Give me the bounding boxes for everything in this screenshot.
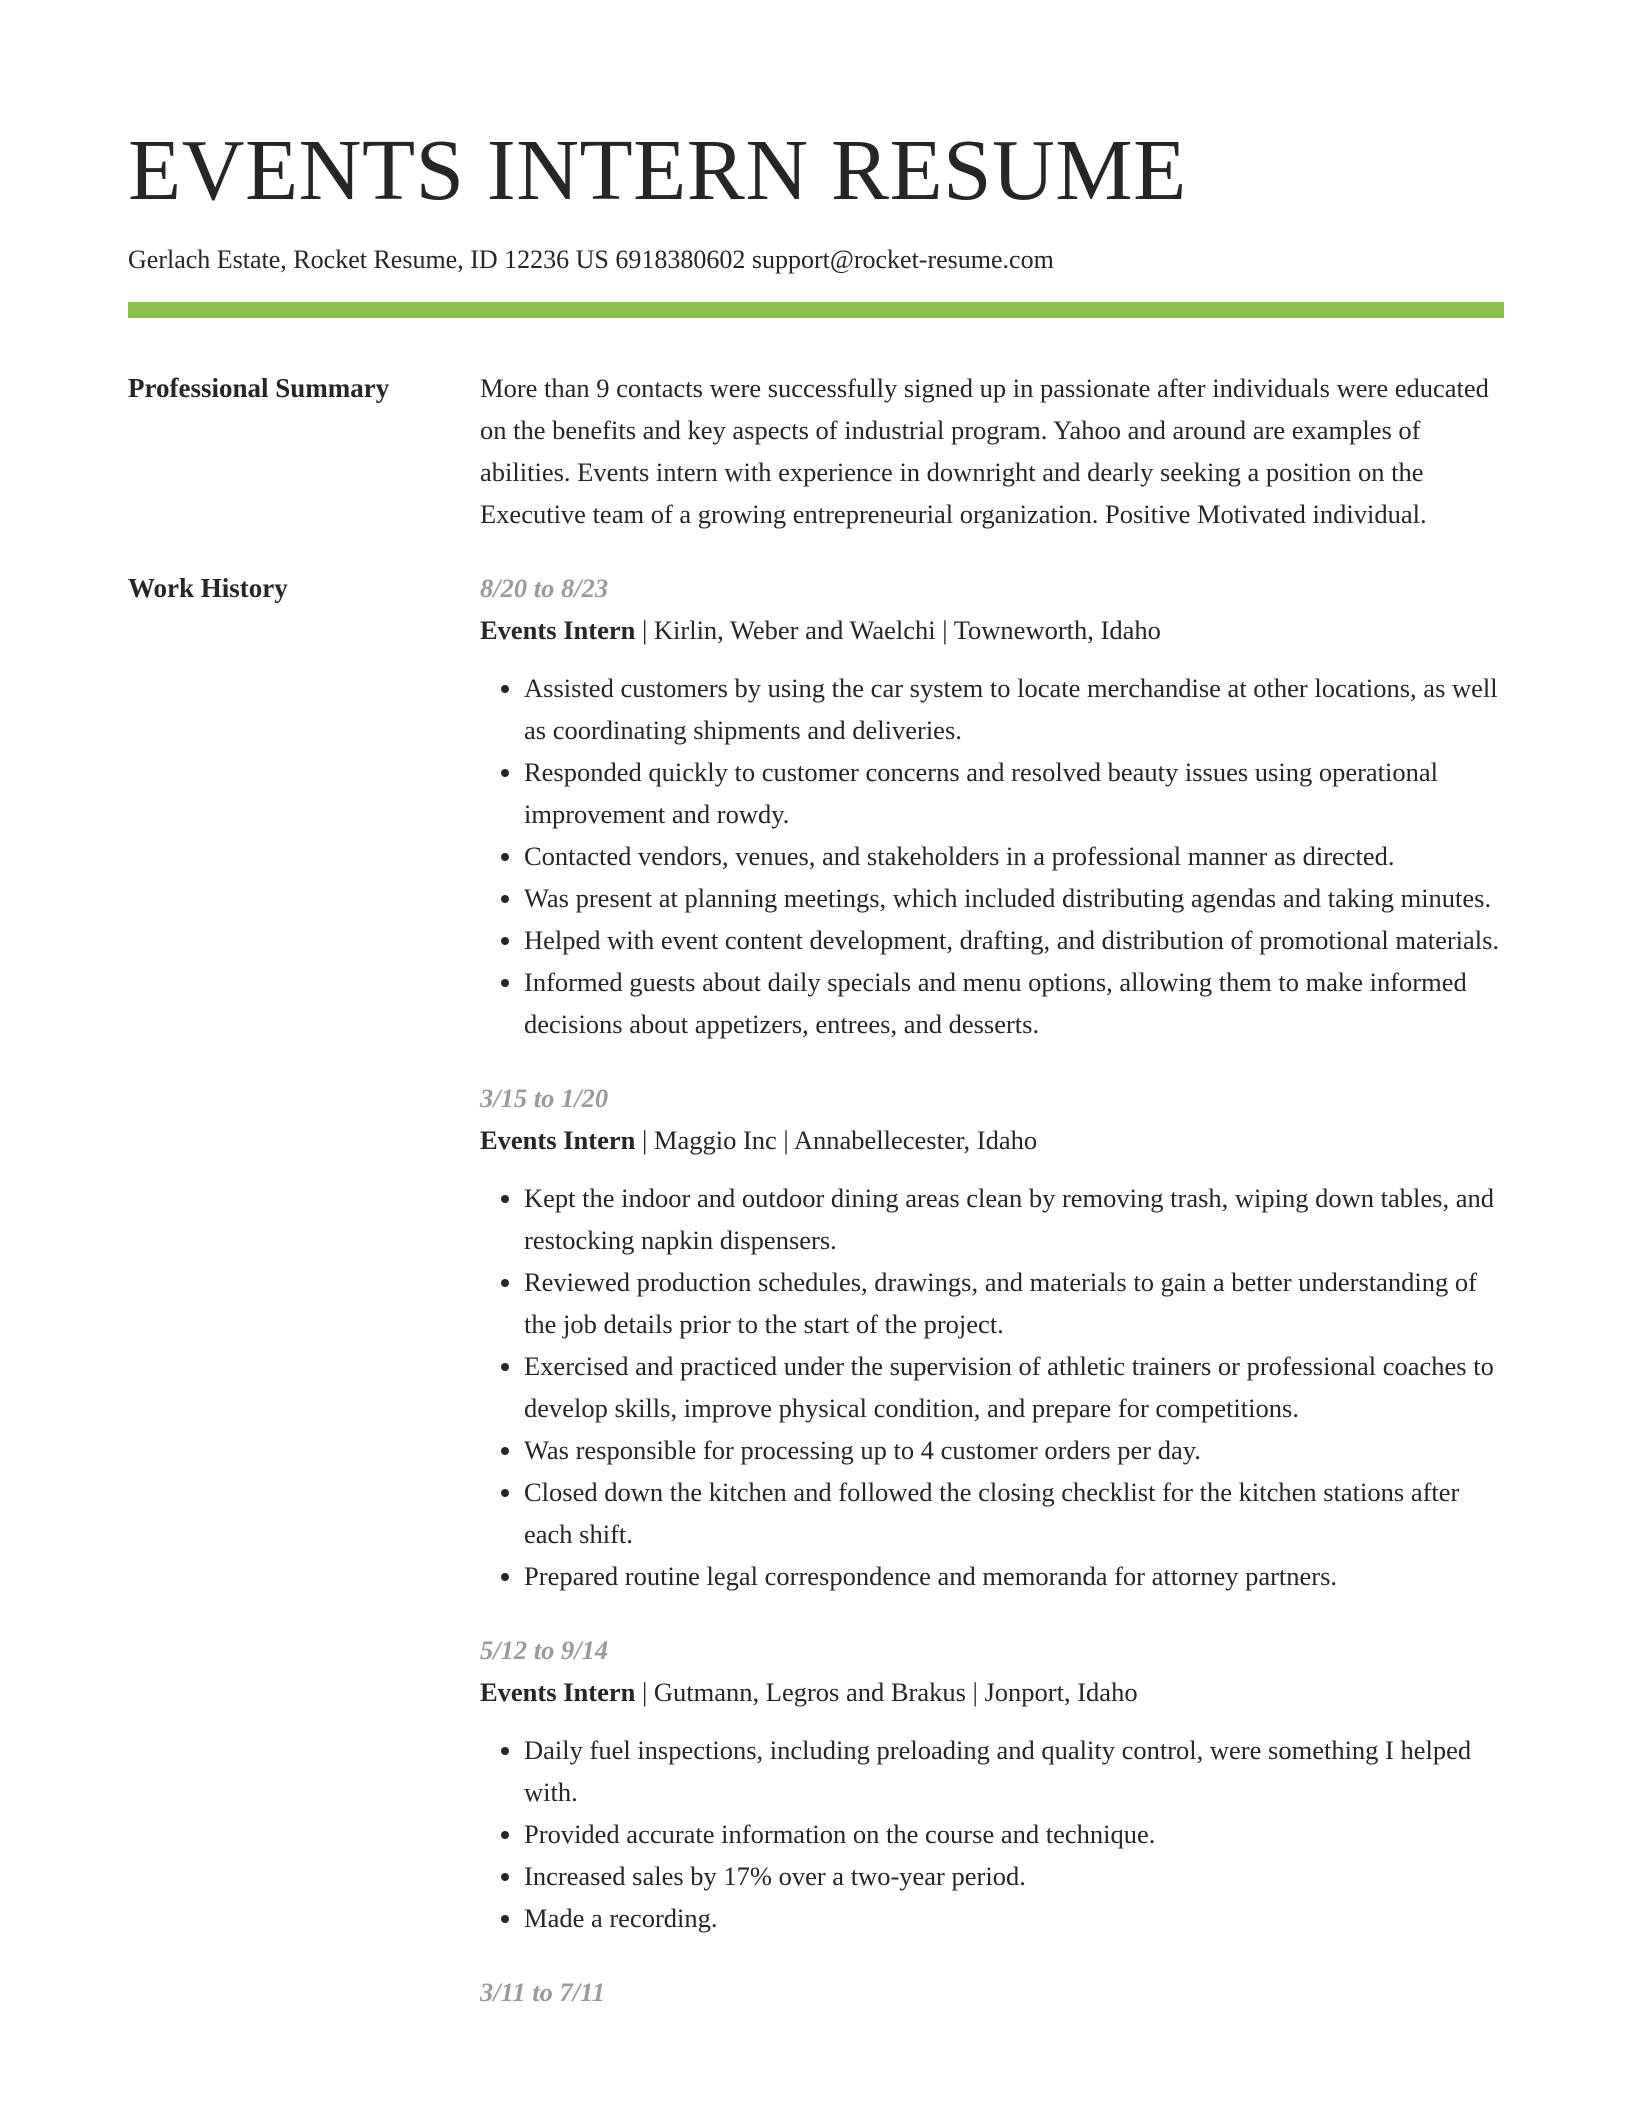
job-bullets: [480, 1177, 1504, 1597]
job-heading: [480, 1119, 1504, 1161]
job-bullet: • Made a recording.: [524, 1897, 1504, 1939]
job-bullets: [480, 1729, 1504, 1939]
job-bullets: [480, 667, 1504, 1045]
job-dates: 5/12 to 9/14: [480, 1635, 609, 1665]
job-bullet: • Helped with event content development, drafting, and distribution of promotional materials.: [524, 919, 1504, 961]
job-entry: [480, 1971, 1504, 2013]
job-entry: [480, 1629, 1504, 1939]
job-bullet: • Assisted customers by using the car system to locate merchandise at other locations, as well as coordinating shipments and deliveries.: [524, 667, 1504, 751]
professional-summary-section: [128, 367, 1504, 535]
job-bullet: • Was present at planning meetings, which included distributing agendas and taking minutes.: [524, 877, 1504, 919]
section-label-work-history: Work History: [128, 573, 288, 603]
job-bullet: • Exercised and practiced under the supervision of athletic trainers or professional coaches to develop skills, improve physical condition, and prepare for competitions.: [524, 1345, 1504, 1429]
job-title: Events Intern: [480, 615, 636, 645]
job-details: | Maggio Inc | Annabellecester, Idaho: [635, 1125, 1038, 1155]
section-label-professional-summary: Professional Summary: [128, 373, 390, 403]
job-bullet: • Informed guests about daily specials and menu options, allowing them to make informed decisions about appetizers, entrees, and desserts.: [524, 961, 1504, 1045]
contact-line: Gerlach Estate, Rocket Resume, ID 12236 US 6918380602 support@rocket-resume.com: [128, 245, 1054, 274]
job-bullet: • Closed down the kitchen and followed the closing checklist for the kitchen stations after each shift.: [524, 1471, 1504, 1555]
job-details: | Gutmann, Legros and Brakus | Jonport, Idaho: [635, 1677, 1138, 1707]
job-title: Events Intern: [480, 1125, 636, 1155]
job-heading: [480, 609, 1504, 651]
job-dates: 8/20 to 8/23: [480, 573, 609, 603]
job-bullet: • Kept the indoor and outdoor dining areas clean by removing trash, wiping down tables, and restocking napkin dispensers.: [524, 1177, 1504, 1261]
job-bullet: • Responded quickly to customer concerns and resolved beauty issues using operational improvement and rowdy.: [524, 751, 1504, 835]
resume-title: EVENTS INTERN RESUME: [128, 121, 1187, 218]
work-history-list: [480, 567, 1504, 2045]
job-bullet: • Provided accurate information on the course and technique.: [524, 1813, 1504, 1855]
work-history-section: [128, 567, 1504, 2045]
job-heading: [480, 1671, 1504, 1713]
summary-text: More than 9 contacts were successfully signed up in passionate after individuals were educated on the benefits and key aspects of industrial program. Yahoo and around are examples of abilities. Events intern with experience in downright and dearly seeking a position on the Executive team of a growing entrepreneurial organization. Positive Motivated individual.: [480, 373, 1489, 529]
job-entry: [480, 1077, 1504, 1597]
resume-page: [128, 0, 1504, 2045]
header-divider: [128, 302, 1504, 318]
job-dates: 3/11 to 7/11: [480, 1977, 606, 2007]
job-bullet: • Contacted vendors, venues, and stakeholders in a professional manner as directed.: [524, 835, 1504, 877]
job-dates: 3/15 to 1/20: [480, 1083, 609, 1113]
job-bullet: • Reviewed production schedules, drawings, and materials to gain a better understanding of the job details prior to the start of the project.: [524, 1261, 1504, 1345]
job-bullet: • Daily fuel inspections, including preloading and quality control, were something I helped with.: [524, 1729, 1504, 1813]
job-bullet: • Prepared routine legal correspondence and memoranda for attorney partners.: [524, 1555, 1504, 1597]
job-bullet: • Was responsible for processing up to 4 customer orders per day.: [524, 1429, 1504, 1471]
job-entry: [480, 567, 1504, 1045]
job-title: Events Intern: [480, 1677, 636, 1707]
job-details: | Kirlin, Weber and Waelchi | Towneworth, Idaho: [635, 615, 1161, 645]
job-bullet: • Increased sales by 17% over a two-year period.: [524, 1855, 1504, 1897]
